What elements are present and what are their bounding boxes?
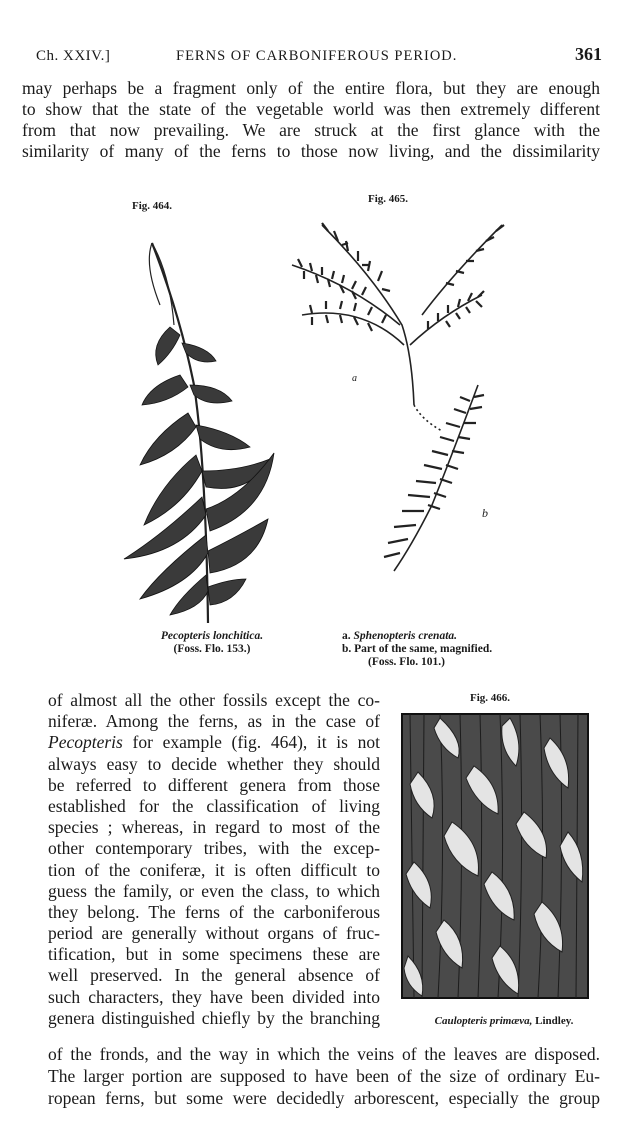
text-line: to show that the state of the vegetable world was then extremely different	[22, 99, 600, 119]
text-line: period are generally without organs of fruc-	[48, 923, 380, 944]
fig-466-label: Fig. 466.	[470, 692, 511, 704]
text-line: established for the classification of living	[48, 795, 380, 816]
fig-466-trunk-illustration	[400, 712, 592, 1002]
text-line: genera distinguished chiefly by the branching	[48, 1007, 380, 1028]
text-line	[48, 732, 380, 753]
fig-466-species-name: Caulopteris primæva,	[434, 1015, 533, 1027]
text-line: other contemporary tribes, with the excep-	[48, 838, 380, 859]
chapter-label: Ch. XXIV.]	[36, 48, 111, 64]
fig-465-caption-b: Part of the same, magnified.	[354, 643, 493, 655]
text-line: may perhaps be a fragment only of the entire flora, but they are enough	[22, 78, 600, 98]
italic-genus: Pecopteris	[48, 732, 123, 753]
text-line: guess the family, or even the class, to which	[48, 880, 380, 901]
text-line: tion of the coniferæ, it is often difficult to	[48, 859, 380, 880]
text-fragment: for example (fig. 464), it is not	[132, 732, 381, 753]
fig-465-marker-b: b	[482, 506, 488, 520]
fig-465-species-name: Sphenopteris crenata.	[353, 630, 458, 642]
text-line: tification, but in some specimens these are	[48, 944, 380, 965]
fig-465-label: Fig. 465.	[368, 193, 409, 205]
page-number: 361	[575, 44, 602, 64]
narrow-paragraph	[48, 690, 380, 1029]
fig-465-fern-illustration	[282, 205, 532, 585]
fig-464-reference: (Foss. Flo. 153.)	[173, 643, 251, 655]
text-line: The larger portion are supposed to have been of the size of ordinary Eu-	[48, 1066, 600, 1086]
fig-466-caption	[408, 1015, 600, 1028]
running-header	[36, 44, 602, 68]
text-line: from that now prevailing. We are struck at the first glance with the	[22, 120, 600, 140]
text-line: species ; whereas, in regard to most of the	[48, 817, 380, 838]
text-line: well preserved. In the general absence of	[48, 965, 380, 986]
fig-465-marker-a: a	[352, 373, 357, 384]
text-line: of almost all the other fossils except the co-	[48, 690, 380, 710]
fig-464-species-name: Pecopteris lonchitica.	[160, 630, 264, 642]
fig-464-label: Fig. 464.	[132, 200, 173, 212]
fig-464-caption	[142, 630, 282, 656]
fig-465-reference: (Foss. Flo. 101.)	[368, 656, 445, 668]
intro-paragraph	[22, 78, 600, 162]
text-line: they belong. The ferns of the carboniferous	[48, 901, 380, 922]
caption-letter: a.	[342, 630, 351, 642]
closing-paragraph	[48, 1044, 600, 1110]
text-line: ropean ferns, but some were decidedly arborescent, especially the group	[48, 1088, 600, 1108]
text-line: of the fronds, and the way in which the veins of the leaves are disposed.	[48, 1044, 600, 1064]
fig-465-caption	[342, 630, 552, 669]
running-title: FERNS OF CARBONIFEROUS PERIOD.	[176, 48, 458, 64]
fig-466-author: Lindley.	[535, 1015, 574, 1027]
text-line: such characters, they have been divided into	[48, 986, 380, 1007]
text-line: be referred to different genera from those	[48, 774, 380, 795]
text-line: always easy to decide whether they should	[48, 753, 380, 774]
text-line: similarity of many of the ferns to those now living, and the dissimilarity	[22, 141, 600, 161]
fig-464-fern-illustration	[110, 235, 290, 625]
caption-letter: b.	[342, 643, 352, 655]
text-line: niferæ. Among the ferns, as in the case of	[48, 711, 380, 732]
